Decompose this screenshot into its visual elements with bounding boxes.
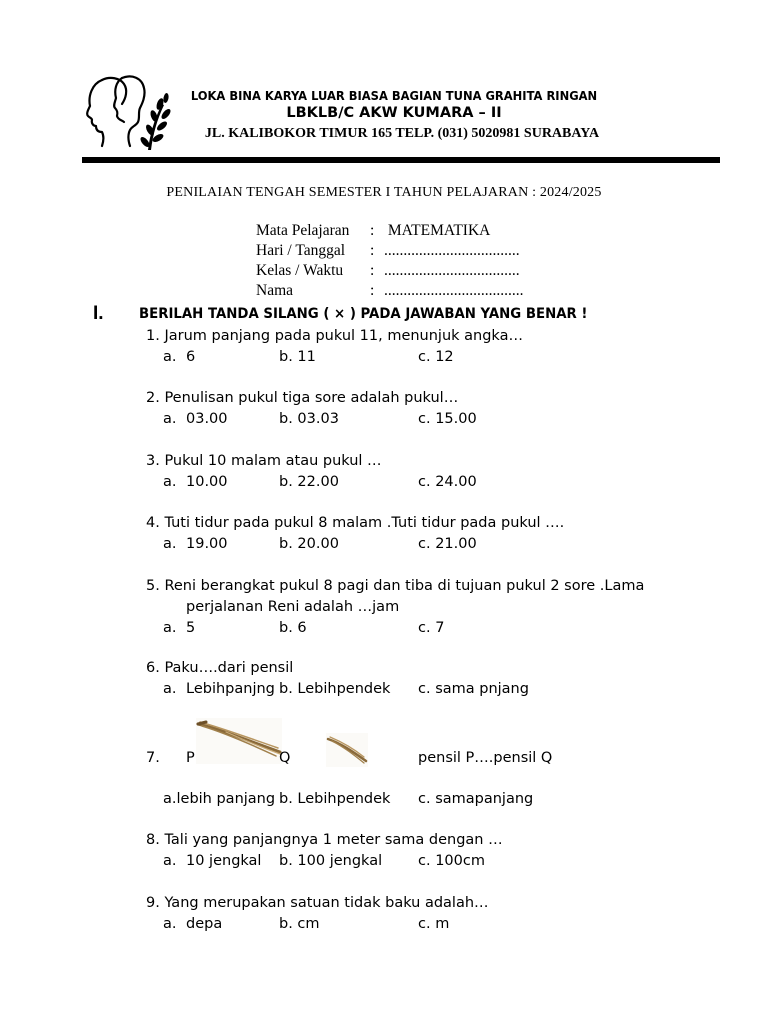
section-instruction: BERILAH TANDA SILANG ( × ) PADA JAWABAN YANG BENAR !	[139, 306, 588, 322]
question-8: 8. Tali yang panjangnya 1 meter sama dengan …	[146, 832, 503, 848]
option-letter: a.	[163, 411, 177, 427]
option-letter: a.	[163, 853, 177, 869]
option-letter: a.	[163, 474, 177, 490]
header-institution-code: LBKLB/C AKW KUMARA – II	[286, 105, 502, 121]
name-field[interactable]: ....................................	[384, 282, 524, 299]
q4-option-a[interactable]: 19.00	[186, 536, 228, 552]
q7-option-b[interactable]: b. Lebihpendek	[279, 791, 391, 807]
q9-option-c[interactable]: c. m	[418, 916, 450, 932]
info-row-name: Nama : ....................................	[256, 282, 524, 299]
question-6: 6. Paku….dari pensil	[146, 660, 294, 676]
subject-value: MATEMATIKA	[384, 222, 491, 239]
q1-option-c[interactable]: c. 12	[418, 349, 454, 365]
q5-option-c[interactable]: c. 7	[418, 620, 445, 636]
q9-option-a[interactable]: depa	[186, 916, 223, 932]
header-divider	[82, 157, 720, 163]
option-letter: a.	[163, 536, 177, 552]
q6-option-c[interactable]: c. sama pnjang	[418, 681, 529, 697]
header-institution-name: LOKA BINA KARYA LUAR BIASA BAGIAN TUNA GRAHITA RINGAN	[190, 88, 598, 103]
q6-option-a[interactable]: Lebihpanjng	[186, 681, 275, 697]
option-letter: a.	[163, 620, 177, 636]
q6-option-b[interactable]: b. Lebihpendek	[279, 681, 391, 697]
question-7-number: 7.	[146, 750, 160, 766]
q4-option-b[interactable]: b. 20.00	[279, 536, 339, 552]
q3-option-c[interactable]: c. 24.00	[418, 474, 477, 490]
question-5: 5. Reni berangkat pukul 8 pagi dan tiba di tujuan pukul 2 sore .Lama	[146, 578, 645, 594]
question-4: 4. Tuti tidur pada pukul 8 malam .Tuti tidur pada pukul ….	[146, 515, 565, 531]
exam-title: PENILAIAN TENGAH SEMESTER I TAHUN PELAJARAN : 2024/2025	[166, 185, 602, 200]
pencil-q-label: Q	[279, 750, 291, 766]
q1-option-a[interactable]: 6	[186, 349, 196, 365]
q8-option-a[interactable]: 10 jengkal	[186, 853, 262, 869]
pencil-q-image	[326, 733, 368, 767]
q3-option-b[interactable]: b. 22.00	[279, 474, 339, 490]
q2-option-c[interactable]: c. 15.00	[418, 411, 477, 427]
pencil-p-label: P	[186, 750, 195, 766]
q2-option-a[interactable]: 03.00	[186, 411, 228, 427]
q5-option-a[interactable]: 5	[186, 620, 196, 636]
option-letter: a.	[163, 916, 177, 932]
class-field[interactable]: ...................................	[384, 262, 520, 279]
info-row-date: Hari / Tanggal : ...................................	[256, 242, 520, 259]
section-number: I.	[93, 303, 104, 324]
question-2: 2. Penulisan pukul tiga sore adalah pukul…	[146, 390, 459, 406]
option-letter: a.	[163, 349, 177, 365]
q9-option-b[interactable]: b. cm	[279, 916, 320, 932]
q7-option-c[interactable]: c. samapanjang	[418, 791, 534, 807]
info-row-subject: Mata Pelajaran : MATEMATIKA	[256, 222, 491, 239]
question-1: 1. Jarum panjang pada pukul 11, menunjuk angka…	[146, 328, 523, 344]
q1-option-b[interactable]: b. 11	[279, 349, 316, 365]
question-5-continuation: perjalanan Reni adalah …jam	[186, 599, 400, 615]
date-field[interactable]: ...................................	[384, 242, 520, 259]
question-3: 3. Pukul 10 malam atau pukul …	[146, 453, 382, 469]
q5-option-b[interactable]: b. 6	[279, 620, 307, 636]
q3-option-a[interactable]: 10.00	[186, 474, 228, 490]
q4-option-c[interactable]: c. 21.00	[418, 536, 477, 552]
q8-option-b[interactable]: b. 100 jengkal	[279, 853, 383, 869]
pencil-p-image	[196, 718, 282, 764]
question-9: 9. Yang merupakan satuan tidak baku adalah…	[146, 895, 489, 911]
q8-option-c[interactable]: c. 100cm	[418, 853, 485, 869]
header-address: JL. KALIBOKOR TIMUR 165 TELP. (031) 5020981 SURABAYA	[204, 126, 600, 141]
q2-option-b[interactable]: b. 03.03	[279, 411, 339, 427]
question-7-statement: pensil P….pensil Q	[418, 750, 553, 766]
info-row-class: Kelas / Waktu : ...................................	[256, 262, 520, 279]
q7-option-a[interactable]: a.lebih panjang	[163, 791, 276, 807]
option-letter: a.	[163, 681, 177, 697]
